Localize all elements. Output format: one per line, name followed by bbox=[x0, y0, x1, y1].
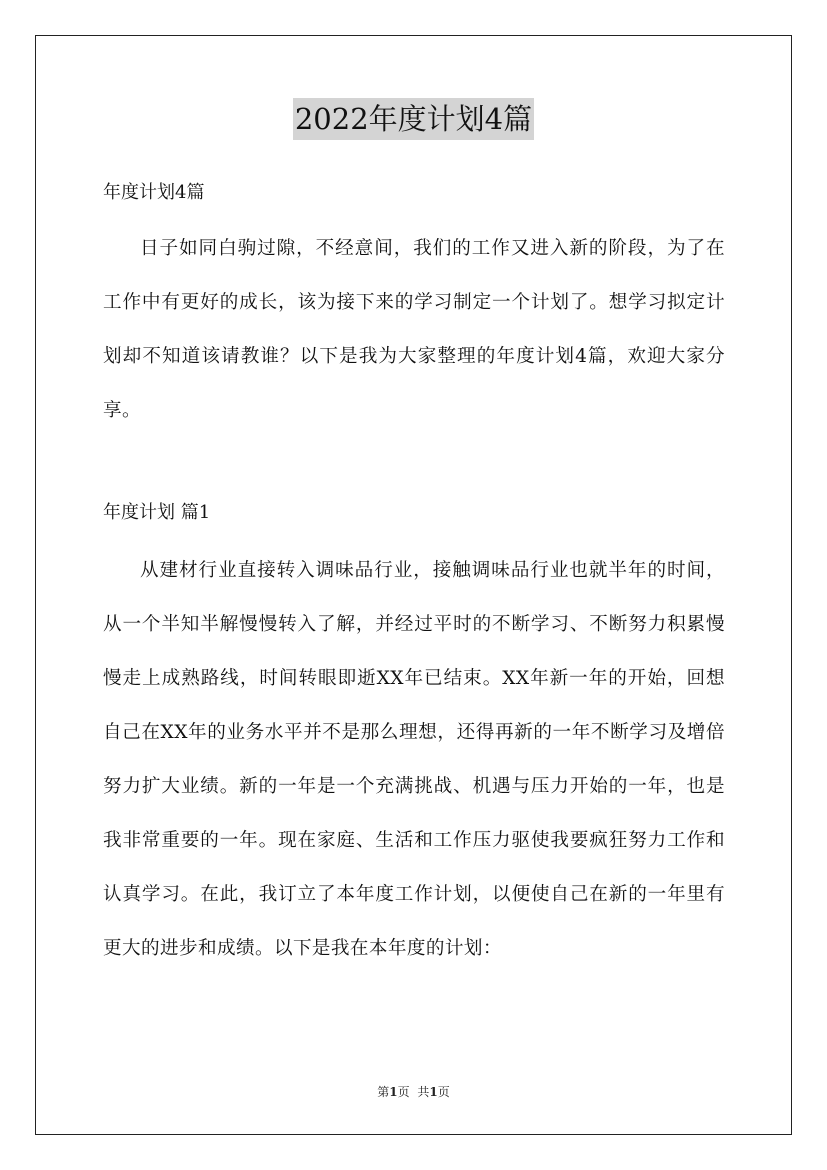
section1-heading: 年度计划 篇1 bbox=[103, 502, 211, 523]
page-footer bbox=[0, 1083, 827, 1101]
footer-total-prefix: 共 bbox=[417, 1085, 430, 1099]
footer-page-number: 1 bbox=[389, 1085, 398, 1099]
footer-prefix: 第 bbox=[377, 1085, 390, 1099]
section-spacer bbox=[103, 438, 725, 490]
document-title: 2022年度计划4篇 bbox=[293, 98, 534, 140]
section1-paragraph: 从建材行业直接转入调味品行业，接触调味品行业也就半年的时间，从一个半知半解慢慢转入了解，并经过平时的不断学习、不断努力积累慢慢走上成熟路线，时间转眼即逝XX年已结束。XX年新一年的开始，回想自己在XX年的业务水平并不是那么理想，还得再新的一年不断学习及增倍努力扩大业绩。新的一年是一个充满挑战、机遇与压力开始的一年，也是我非常重要的一年。现在家庭、生活和工作压力驱使我要疯狂努力工作和认真学习。在此，我订立了本年度工作计划，以便使自己在新的一年里有更大的进步和成绩。以下是我在本年度的计划： bbox=[103, 560, 725, 959]
intro-heading: 年度计划4篇 bbox=[103, 182, 205, 203]
footer-total-suffix: 页 bbox=[437, 1085, 450, 1099]
document-body bbox=[103, 170, 725, 976]
title-container bbox=[0, 98, 827, 140]
footer-page-suffix: 页 bbox=[397, 1085, 410, 1099]
footer-total-pages: 1 bbox=[429, 1085, 438, 1099]
intro-paragraph: 日子如同白驹过隙，不经意间，我们的工作又进入新的阶段，为了在工作中有更好的成长，该为接下来的学习制定一个计划了。想学习拟定计划却不知道该请教谁？以下是我为大家整理的年度计划4篇，欢迎大家分享。 bbox=[103, 238, 725, 421]
